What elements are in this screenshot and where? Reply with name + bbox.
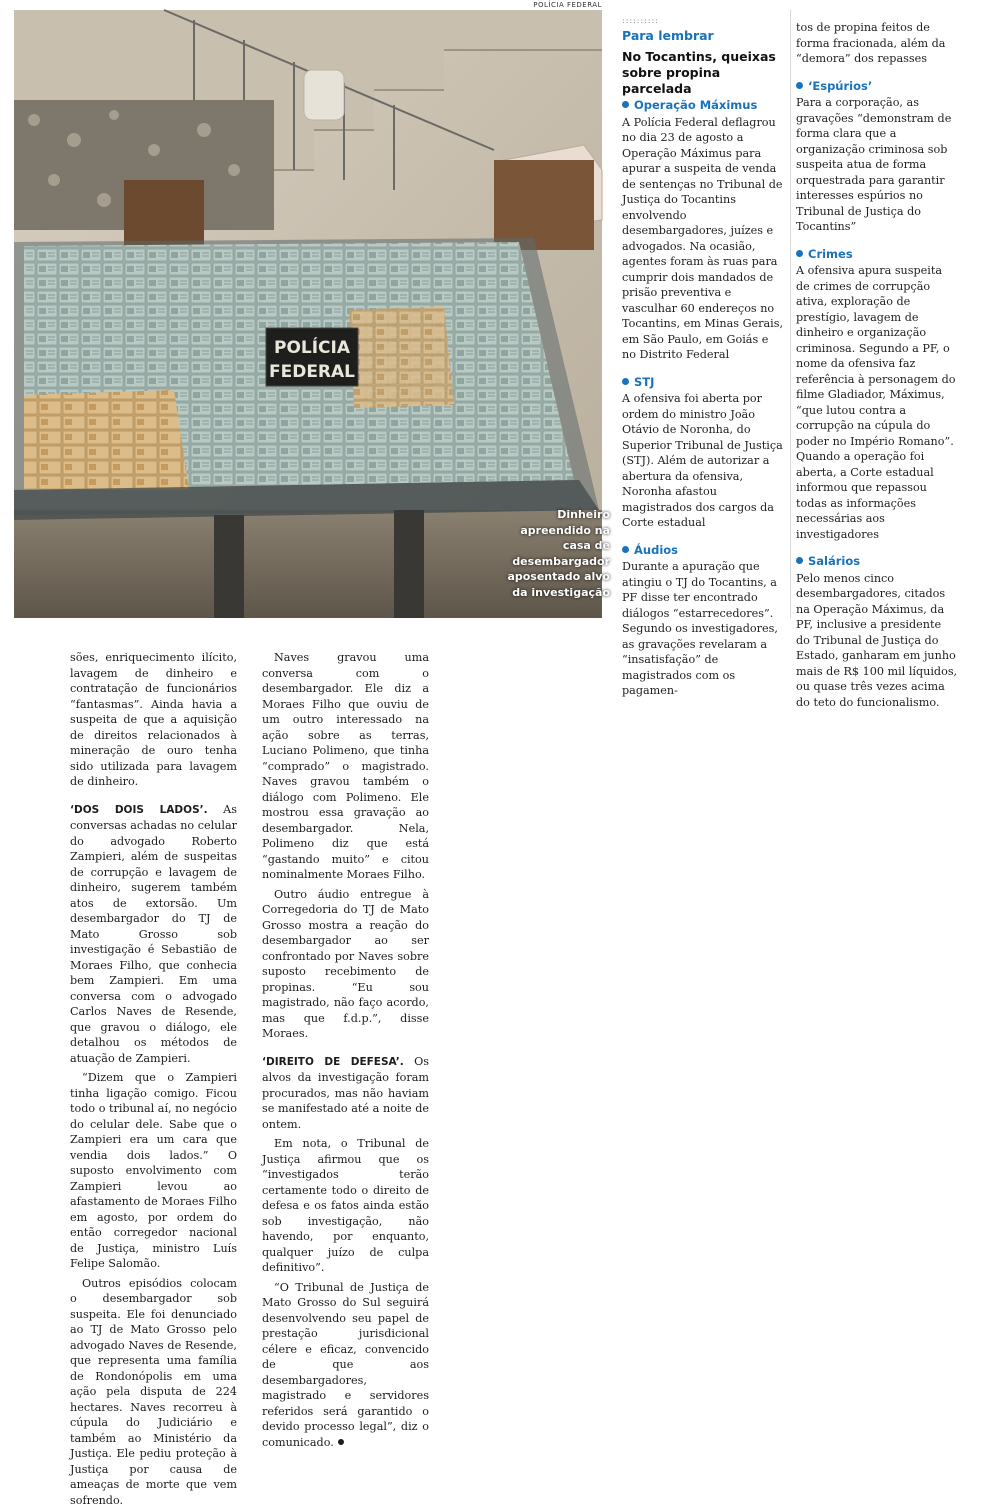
- bullet-icon: [622, 378, 629, 385]
- bullet-icon: [796, 557, 803, 564]
- section-text: tos de propina feitos de forma fracionada, além da “demora” dos repasses: [796, 21, 946, 65]
- police-federal-patch: [266, 328, 358, 386]
- sidebar-kicker: Para lembrar: [622, 28, 714, 43]
- section-heading: [622, 98, 784, 114]
- section-text: Durante a apuração que atingiu o TJ do Tocantins, a PF disse ter encontrado diálogos “estarrecedores”. Segundo os investigadores, as gravações revelaram a “insatisfação” de magistrados com os pagamen-: [622, 560, 778, 697]
- section-text: Para a corporação, as gravações “demonstram de forma clara que a organização criminosa sob suspeita atua de forma orquestrada para garantir interesses espúrios no Tribunal de Justiça do Tocantins”: [796, 96, 952, 233]
- section-heading-text: STJ: [634, 374, 655, 389]
- section-heading-text: Crimes: [808, 246, 853, 261]
- paragraph: [262, 1054, 429, 1133]
- sidebar-section: [622, 375, 784, 531]
- section-text: A ofensiva apura suspeita de crimes de corrupção ativa, exploração de prestígio, lavagem de dinheiro e organização criminosa. Segundo a PF, o nome da ofensiva faz referência à personagem do filme Gladiador, Máximus, “que lutou contra a corrupção na cúpula do poder no Império Romano”. Quando a operação foi aberta, a Corte estadual informou que repassou todas as informações necessárias aos investigadores: [796, 264, 956, 541]
- paragraph: [70, 802, 237, 1067]
- section-heading: [796, 247, 958, 263]
- sidebar-section: [622, 98, 784, 363]
- seized-money-photo: [14, 10, 610, 618]
- sidebar-section: [796, 554, 958, 710]
- paragraph: sões, enriquecimento ilícito, lavagem de dinheiro e contratação de funcionários “fantasmas”. Ainda havia a suspeita de que a aquisição de direitos relacionados à mineração de ouro tenha sido utilizada para lavagem de dinheiro.: [70, 651, 237, 788]
- sidebar-dots-icon: ::::::::::: [622, 16, 659, 25]
- section-text: A Polícia Federal deflagrou no dia 23 de agosto a Operação Máximus para apurar a suspeita de venda de sentenças no Tribunal de Justiça do Tocantins envolvendo desembargadores, juízes e advogados. Na ocasião, agentes foram às ruas para cumprir dois mandados de prisão preventiva e vasculhar 60 endereços no Tocantins, em Minas Gerais, em São Paulo, em Goiás e no Distrito Federal: [622, 115, 784, 361]
- paragraph: Em nota, o Tribunal de Justiça afirmou que os “investigados terão certamente todo o direito de defesa e os fatos ainda estão sob investigação, não havendo, por enquanto, qualquer juízo de culpa definitivo”.: [262, 1137, 429, 1274]
- paragraph: [262, 1280, 429, 1451]
- paragraph: Outro áudio entregue à Corregedoria do TJ de Mato Grosso mostra a reação do desembargador ao ser confrontado por Naves sobre suposto recebimento de propinas. “Eu sou magistrado, não faço acordo, mas que f.d.p.”, disse Moraes.: [262, 887, 429, 1040]
- section-heading: [796, 554, 958, 570]
- section-lead: ‘DOS DOIS LADOS’.: [70, 803, 208, 816]
- section-text: A ofensiva foi aberta por ordem do ministro João Otávio de Noronha, do Superior Tribunal de Justiça (STJ). Além de autorizar a abertura da ofensiva, Noronha afastou magistrados dos cargos da Corte estadual: [622, 392, 783, 529]
- bullet-icon: [622, 101, 629, 108]
- sidebar-continuation: [796, 20, 958, 67]
- bullet-icon: [796, 82, 803, 89]
- sidebar-section: [796, 79, 958, 235]
- sidebar-column-2: [796, 20, 958, 722]
- paragraph: Outros episódios colocam o desembargador sob suspeita. Ele foi denunciado ao TJ de Mato Grosso pelo advogado Naves de Resende, que representa uma família de Rondonópolis em uma ação pela disputa de 224 hectares. Naves recorreu à cúpula do Judiciário e também ao Ministério da Justiça. Ele pediu proteção à Justiça por causa de ameaças de morte que vem sofrendo.: [70, 1276, 237, 1507]
- sidebar-section: [796, 247, 958, 543]
- section-lead: ‘DIREITO DE DEFESA’.: [262, 1055, 404, 1068]
- paragraph: Naves gravou uma conversa com o desembargador. Ele diz a Moraes Filho que ouviu de um outro interessado na ação sobre as terras, Luciano Polimeno, que tinha “comprado” o magistrado. Naves gravou também o diálogo com Polimeno. Ele mostrou essa gravação ao desembargador. Nela, Polimeno diz que está “gastando muito” e citou nominalmente Moraes Filho.: [262, 651, 429, 881]
- section-heading-text: Salários: [808, 554, 861, 568]
- article-column-1: [70, 650, 237, 1512]
- photo-caption: Dinheiro apreendido na casa de desembargador aposentado alvo da investigação: [507, 508, 610, 599]
- photo-credit: POLÍCIA FEDERAL: [533, 1, 602, 9]
- section-heading: [796, 79, 958, 95]
- section-heading-text: Operação Máximus: [634, 98, 758, 112]
- sidebar-section: [622, 543, 784, 699]
- sidebar-title: No Tocantins, queixas sobre propina parcelada: [622, 49, 776, 96]
- sidebar-box: [612, 10, 958, 709]
- sidebar-divider: [790, 10, 791, 618]
- patch-line2: FEDERAL: [268, 362, 356, 382]
- end-mark-icon: [338, 1439, 344, 1445]
- paragraph: “Dizem que o Zampieri tinha ligação comigo. Ficou todo o tribunal aí, no negócio do celular dele. Sabe que o Zampieri era um cara que vendia dois lados.” O suposto envolvimento com Zampieri levou ao afastamento de Moraes Filho em agosto, por ordem do então corregedor nacional de Justiça, ministro Luís Felipe Salomão.: [70, 1071, 237, 1270]
- patch-line1: POLÍCIA: [273, 338, 351, 358]
- bullet-icon: [796, 250, 803, 257]
- paragraph-text: Os alvos da investigação foram procurados, mas não haviam se manifestado até a noite de ontem.: [262, 1054, 429, 1131]
- section-heading-text: Áudios: [634, 542, 679, 557]
- section-text: Pelo menos cinco desembargadores, citados na Operação Máximus, da PF, inclusive a presidente do Tribunal de Justiça do Estado, ganharam em junho mais de R$ 100 mil líquidos, ou quase três vezes acima do teto do funcionalismo.: [796, 571, 958, 709]
- paragraph-text: “O Tribunal de Justiça de Mato Grosso do Sul seguirá desenvolvendo seu papel de prestação jurisdicional célere e eficaz, convencido de que aos desembargadores, magistrado e servidores referidos será garantido o devido processo legal”, diz o comunicado.: [262, 1280, 429, 1449]
- bullet-icon: [622, 546, 629, 553]
- sidebar-column-1: [622, 98, 784, 711]
- section-heading-text: ‘Espúrios’: [808, 78, 873, 93]
- article-column-2: [262, 650, 429, 1454]
- section-heading: [622, 543, 784, 559]
- section-heading: [622, 375, 784, 391]
- paragraph-text: As conversas achadas no celular do advogado Roberto Zampieri, além de suspeitas de corrupção e lavagem de dinheiro, sugerem também atos de extorsão. Um desembargador do TJ de Mato Grosso sob investigação é Sebastião de Moraes Filho, que conhecia bem Zampieri. Em uma conversa com o advogado Carlos Naves de Resende, que gravou o diálogo, ele detalhou os métodos de atuação de Zampieri.: [70, 802, 237, 1065]
